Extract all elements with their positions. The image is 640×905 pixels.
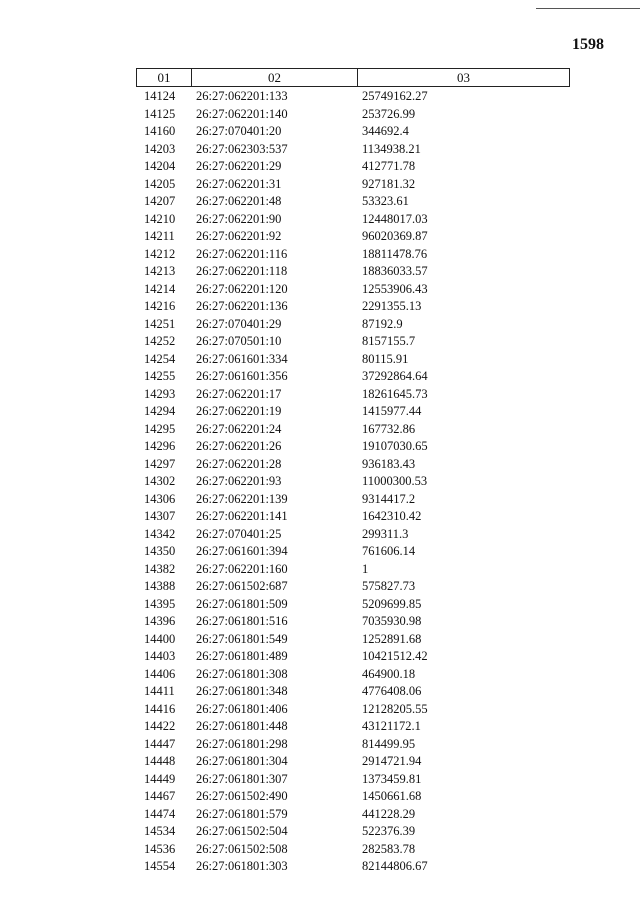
row-number: 14210 — [144, 211, 176, 226]
row-number: 14205 — [144, 176, 176, 191]
cadastral-number: 26:27:062201:26 — [196, 439, 282, 453]
cadastral-number: 26:27:062201:133 — [196, 89, 288, 103]
value: 1450661.68 — [362, 789, 422, 803]
table-row — [136, 281, 570, 299]
value: 1 — [362, 561, 369, 576]
table-header — [136, 68, 570, 87]
table-row — [136, 176, 570, 194]
cadastral-number: 26:27:062201:17 — [196, 386, 282, 401]
row-number: 14302 — [144, 474, 176, 488]
row-number: 14306 — [144, 491, 176, 506]
cadastral-number: 26:27:070401:20 — [196, 124, 282, 138]
value: 12448017.03 — [362, 211, 428, 226]
value: 25749162.27 — [362, 89, 428, 103]
value: 18811478.76 — [362, 246, 428, 261]
cadastral-number: 26:27:070401:29 — [196, 316, 282, 331]
row-number: 14350 — [144, 544, 176, 558]
value: 12128205.55 — [362, 701, 428, 716]
row-number: 14382 — [144, 561, 176, 576]
table-row — [136, 333, 570, 351]
table-row — [136, 841, 570, 859]
table-row — [136, 141, 570, 159]
value: 344692.4 — [362, 124, 409, 138]
table-row — [136, 246, 570, 264]
value: 464900.18 — [362, 666, 416, 681]
table-row — [136, 666, 570, 684]
cadastral-number: 26:27:070501:10 — [196, 334, 282, 348]
table-row — [136, 561, 570, 579]
table-row — [136, 473, 570, 491]
row-number: 14388 — [144, 579, 176, 593]
row-number: 14160 — [144, 124, 176, 138]
row-number: 14422 — [144, 719, 176, 733]
row-number: 14294 — [144, 404, 176, 418]
cadastral-number: 26:27:061801:298 — [196, 736, 288, 751]
value: 18261645.73 — [362, 386, 428, 401]
value: 575827.73 — [362, 579, 416, 593]
value: 1642310.42 — [362, 509, 422, 523]
value: 5209699.85 — [362, 596, 422, 611]
row-number: 14213 — [144, 264, 176, 278]
row-number: 14207 — [144, 194, 176, 208]
value: 1415977.44 — [362, 404, 422, 418]
value: 18836033.57 — [362, 264, 428, 278]
table-row — [136, 683, 570, 701]
row-number: 14296 — [144, 439, 176, 453]
value: 80115.91 — [362, 351, 409, 366]
value: 37292864.64 — [362, 369, 428, 383]
row-number: 14467 — [144, 789, 176, 803]
cadastral-number: 26:27:062303:537 — [196, 141, 288, 156]
cadastral-number: 26:27:062201:136 — [196, 299, 288, 313]
table-row — [136, 316, 570, 334]
cadastral-number: 26:27:062201:24 — [196, 421, 282, 436]
value: 412771.78 — [362, 159, 416, 173]
row-number: 14448 — [144, 754, 176, 768]
value: 1134938.21 — [362, 141, 421, 156]
table-row — [136, 158, 570, 176]
cadastral-number: 26:27:062201:92 — [196, 229, 282, 243]
value: 814499.95 — [362, 736, 416, 751]
row-number: 14252 — [144, 334, 176, 348]
value: 1252891.68 — [362, 631, 422, 646]
cadastral-number: 26:27:061801:549 — [196, 631, 288, 646]
value: 282583.78 — [362, 841, 416, 856]
cadastral-number: 26:27:062201:31 — [196, 176, 282, 191]
cadastral-number: 26:27:061601:356 — [196, 369, 288, 383]
row-number: 14403 — [144, 649, 176, 663]
row-number: 14211 — [144, 229, 175, 243]
value: 299311.3 — [362, 526, 409, 541]
table-row — [136, 421, 570, 439]
cadastral-number: 26:27:061801:489 — [196, 649, 288, 663]
cadastral-number: 26:27:061502:504 — [196, 824, 288, 838]
value: 9314417.2 — [362, 491, 416, 506]
value: 11000300.53 — [362, 474, 428, 488]
cadastral-number: 26:27:062201:29 — [196, 159, 282, 173]
cadastral-number: 26:27:061502:490 — [196, 789, 288, 803]
row-number: 14295 — [144, 421, 176, 436]
row-number: 14416 — [144, 701, 176, 716]
row-number: 14342 — [144, 526, 176, 541]
row-number: 14216 — [144, 299, 176, 313]
cadastral-number: 26:27:061601:334 — [196, 351, 288, 366]
row-number: 14307 — [144, 509, 176, 523]
table-row — [136, 88, 570, 106]
table-row — [136, 508, 570, 526]
row-number: 14203 — [144, 141, 176, 156]
table-row — [136, 736, 570, 754]
row-number: 14204 — [144, 159, 176, 173]
cadastral-number: 26:27:062201:28 — [196, 456, 282, 471]
row-number: 14125 — [144, 106, 176, 121]
cadastral-number: 26:27:062201:116 — [196, 246, 288, 261]
cadastral-number: 26:27:061801:448 — [196, 719, 288, 733]
value: 82144806.67 — [362, 859, 428, 873]
table-row — [136, 456, 570, 474]
value: 761606.14 — [362, 544, 416, 558]
row-number: 14396 — [144, 614, 176, 628]
value: 43121172.1 — [362, 719, 421, 733]
row-number: 14534 — [144, 824, 176, 838]
value: 10421512.42 — [362, 649, 428, 663]
row-number: 14124 — [144, 89, 176, 103]
row-number: 14554 — [144, 859, 176, 873]
cadastral-number: 26:27:061801:303 — [196, 859, 288, 873]
cadastral-number: 26:27:062201:93 — [196, 474, 282, 488]
value: 253726.99 — [362, 106, 416, 121]
row-number: 14411 — [144, 684, 175, 698]
table-row — [136, 788, 570, 806]
value: 2914721.94 — [362, 754, 422, 768]
value: 19107030.65 — [362, 439, 428, 453]
table-row — [136, 228, 570, 246]
table-row — [136, 403, 570, 421]
row-number: 14400 — [144, 631, 176, 646]
table-row — [136, 298, 570, 316]
value: 936183.43 — [362, 456, 416, 471]
cadastral-number: 26:27:062201:48 — [196, 194, 282, 208]
table-row — [136, 491, 570, 509]
table-row — [136, 368, 570, 386]
table-row — [136, 613, 570, 631]
value: 12553906.43 — [362, 281, 428, 296]
value: 87192.9 — [362, 316, 403, 331]
cadastral-number: 26:27:061801:516 — [196, 614, 288, 628]
table-row — [136, 543, 570, 561]
value: 522376.39 — [362, 824, 416, 838]
table-row — [136, 351, 570, 369]
table-row — [136, 211, 570, 229]
table-row — [136, 823, 570, 841]
cadastral-number: 26:27:061801:304 — [196, 754, 288, 768]
cadastral-number: 26:27:062201:90 — [196, 211, 282, 226]
table-row — [136, 596, 570, 614]
cadastral-number: 26:27:070401:25 — [196, 526, 282, 541]
row-number: 14536 — [144, 841, 176, 856]
row-number: 14449 — [144, 771, 176, 786]
cadastral-number: 26:27:062201:120 — [196, 281, 288, 296]
value: 441228.29 — [362, 806, 416, 821]
table-row — [136, 718, 570, 736]
cadastral-number: 26:27:062201:139 — [196, 491, 288, 506]
row-number: 14251 — [144, 316, 176, 331]
table-row — [136, 438, 570, 456]
cadastral-number: 26:27:061601:394 — [196, 544, 288, 558]
table-row — [136, 648, 570, 666]
cadastral-number: 26:27:061502:687 — [196, 579, 288, 593]
table-row — [136, 771, 570, 789]
row-number: 14297 — [144, 456, 176, 471]
value: 1373459.81 — [362, 771, 422, 786]
cadastral-number: 26:27:062201:141 — [196, 509, 288, 523]
cadastral-number: 26:27:062201:118 — [196, 264, 288, 278]
row-number: 14212 — [144, 246, 176, 261]
table-body — [136, 88, 570, 876]
value: 167732.86 — [362, 421, 416, 436]
cadastral-number: 26:27:061502:508 — [196, 841, 288, 856]
header-col-01: 01 — [157, 70, 171, 85]
row-number: 14406 — [144, 666, 176, 681]
header-col-03: 03 — [357, 69, 569, 86]
cadastral-number: 26:27:061801:509 — [196, 596, 288, 611]
page-number: 1598 — [572, 36, 604, 53]
row-number: 14447 — [144, 736, 176, 751]
row-number: 14474 — [144, 806, 176, 821]
table-row — [136, 193, 570, 211]
top-rule — [536, 8, 640, 9]
table-row — [136, 631, 570, 649]
row-number: 14395 — [144, 596, 176, 611]
cadastral-number: 26:27:061801:307 — [196, 771, 288, 786]
value: 7035930.98 — [362, 614, 422, 628]
value: 927181.32 — [362, 176, 416, 191]
value: 96020369.87 — [362, 229, 428, 243]
table-row — [136, 123, 570, 141]
table-row — [136, 858, 570, 876]
cadastral-number: 26:27:061801:579 — [196, 806, 288, 821]
row-number: 14255 — [144, 369, 176, 383]
cadastral-number: 26:27:061801:308 — [196, 666, 288, 681]
table-row — [136, 753, 570, 771]
table-row — [136, 106, 570, 124]
table-row — [136, 526, 570, 544]
table-row — [136, 578, 570, 596]
value: 2291355.13 — [362, 299, 422, 313]
row-number: 14214 — [144, 281, 176, 296]
row-number: 14254 — [144, 351, 176, 366]
table-row — [136, 386, 570, 404]
value: 53323.61 — [362, 194, 409, 208]
cadastral-number: 26:27:062201:140 — [196, 106, 288, 121]
value: 8157155.7 — [362, 334, 416, 348]
table-row — [136, 263, 570, 281]
header-col-02: 02 — [191, 69, 357, 86]
cadastral-number: 26:27:062201:19 — [196, 404, 282, 418]
value: 4776408.06 — [362, 684, 422, 698]
cadastral-number: 26:27:061801:406 — [196, 701, 288, 716]
cadastral-number: 26:27:062201:160 — [196, 561, 288, 576]
table-row — [136, 701, 570, 719]
table-row — [136, 806, 570, 824]
cadastral-number: 26:27:061801:348 — [196, 684, 288, 698]
row-number: 14293 — [144, 386, 176, 401]
